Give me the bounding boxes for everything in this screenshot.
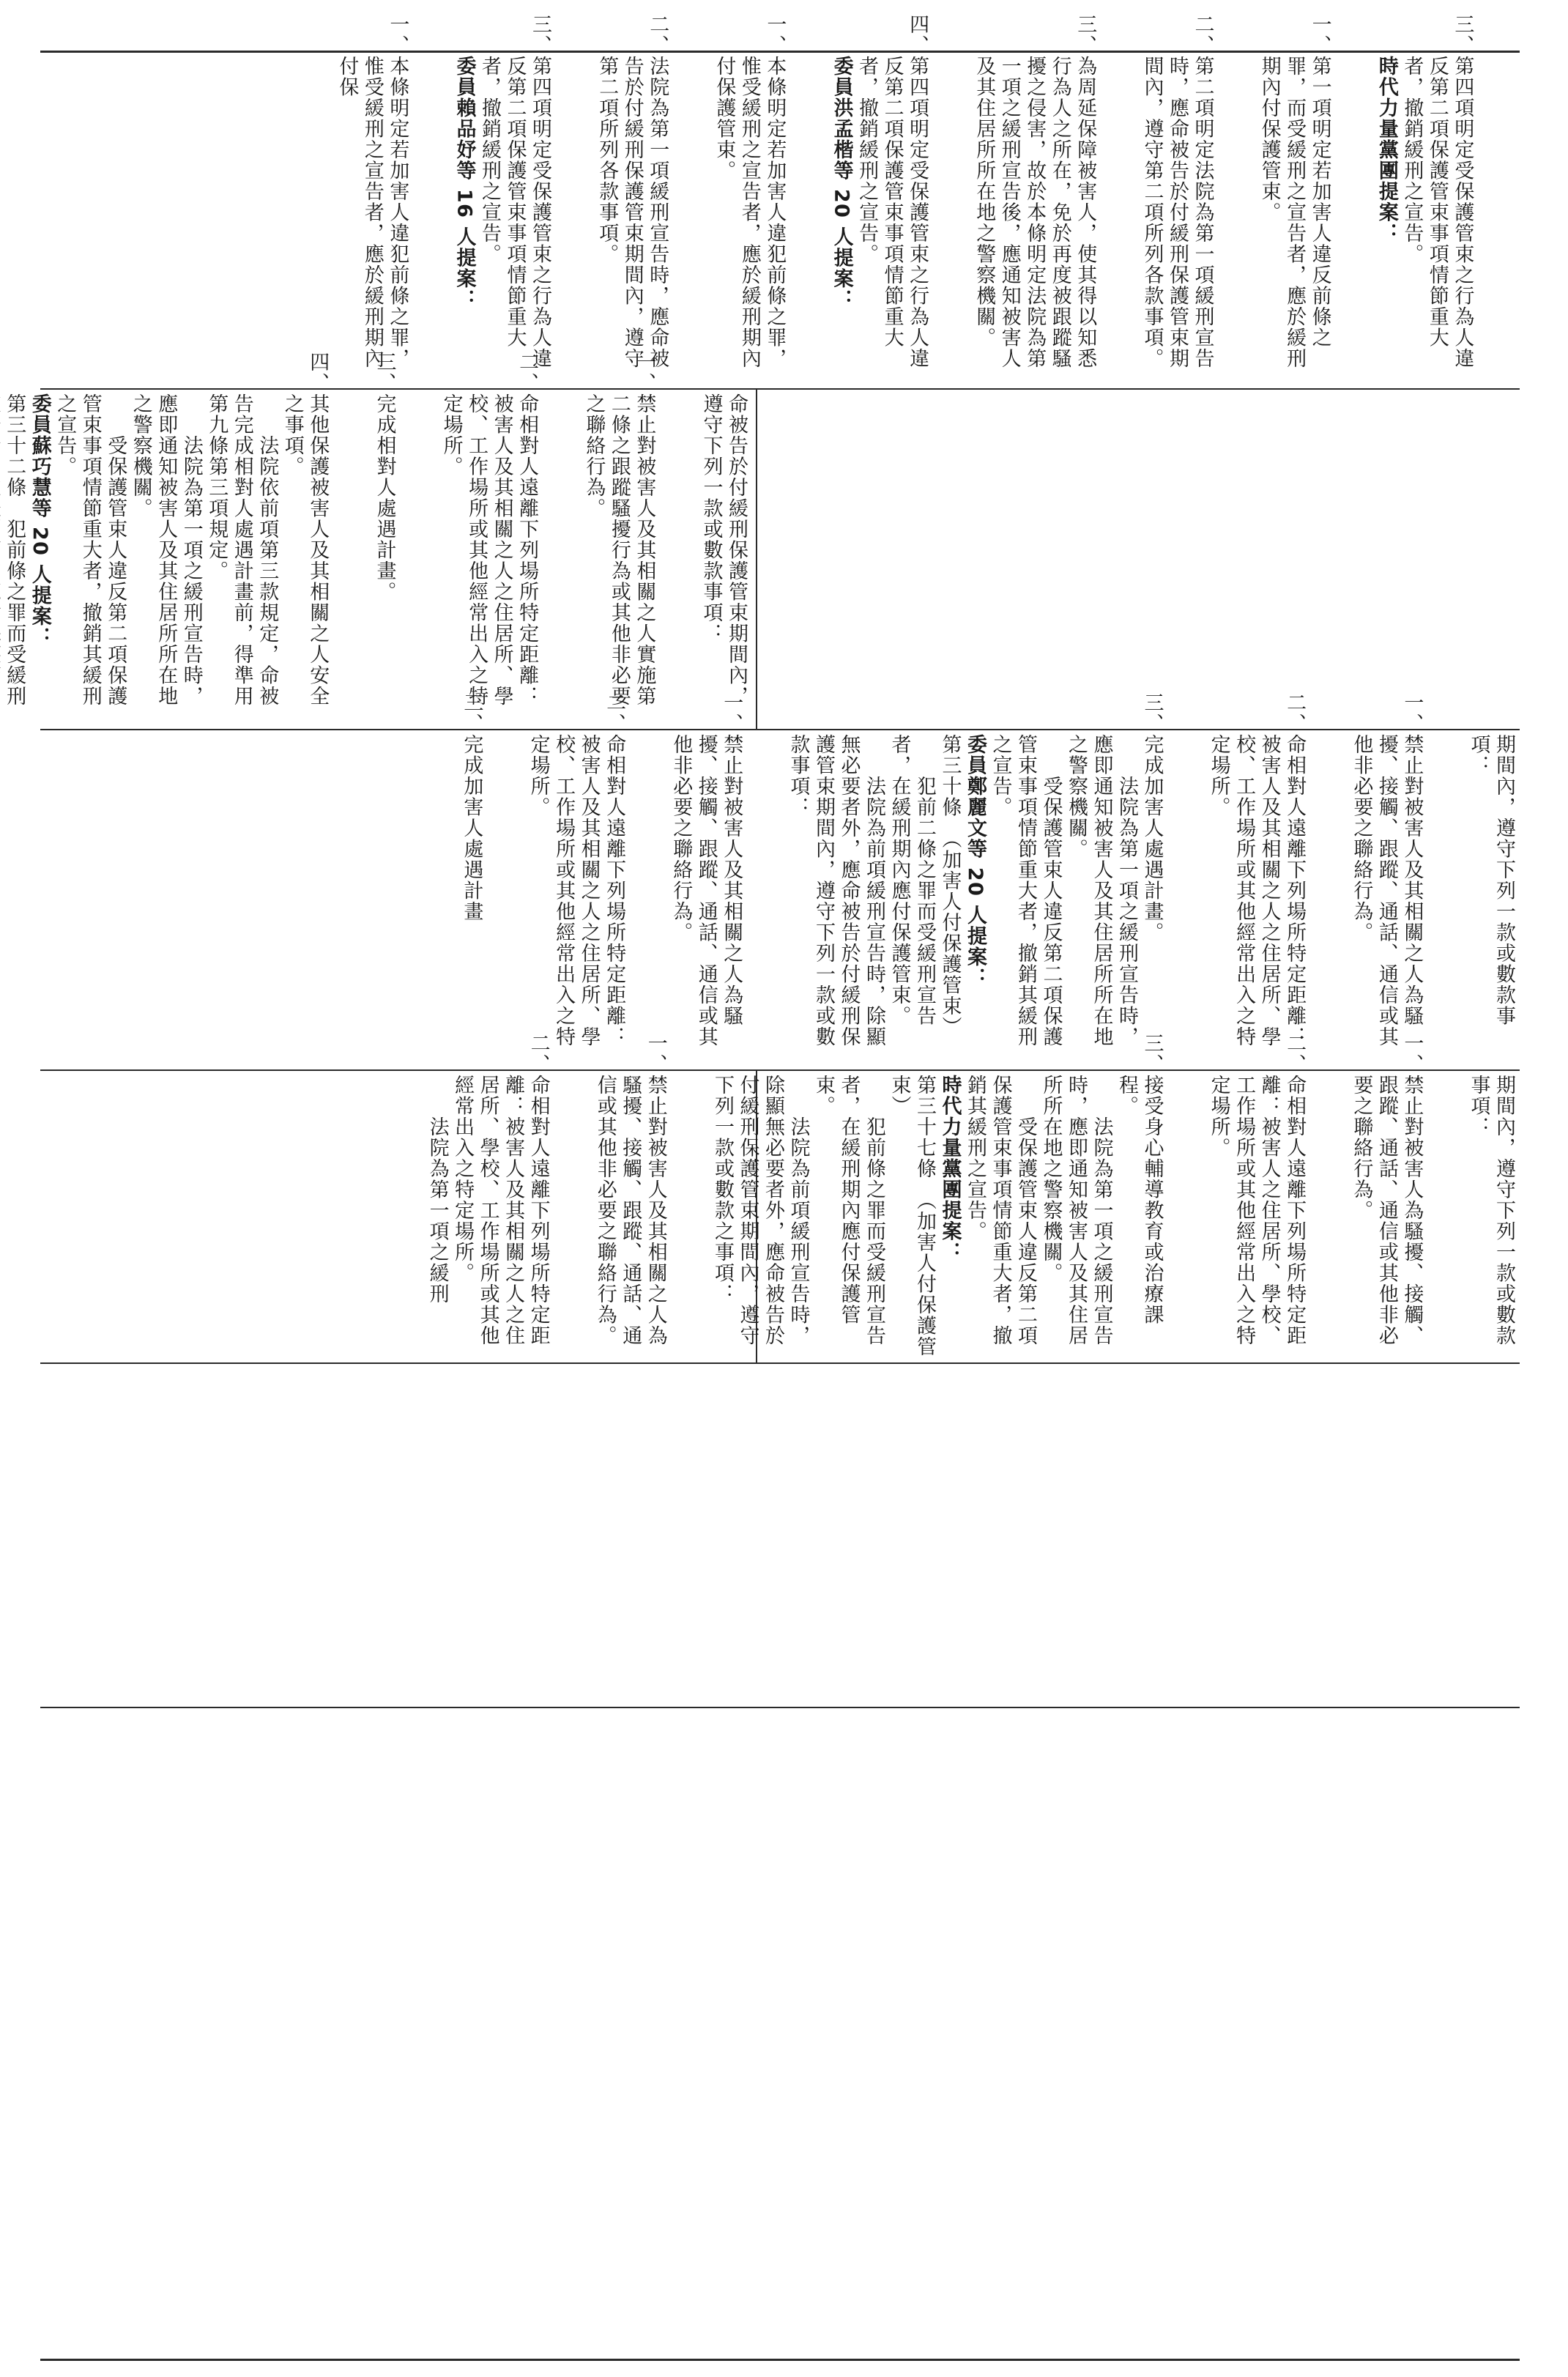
paragraph: 犯前條之罪而受緩刑宣告者，在緩刑期內應付保護管束。: [811, 1075, 885, 1346]
paragraph: 法院為第一項之緩刑: [426, 1116, 449, 1305]
paragraph: 三、接受身心輔導教育或治療課程。: [1115, 1033, 1164, 1326]
paragraph: 二、命相對人遠離下列場所特定距離：被害人及其相關之人之住居所、學校、工作場所或其他經常出入之特定場所。: [451, 1033, 550, 1346]
paragraph: 法院為第一項之緩刑宣告時，應即通知被害人及其住居所所在地之警察機關。: [1064, 734, 1138, 1047]
paragraph: 二、命相對人遠離下列場所特定距離：被害人及其相關之人之住居所、學校、工作場所或其他經常出入之特定場所。: [439, 352, 539, 707]
paragraph: 法院依前項第三款規定，命被告完成相對人處遇計畫前，得準用第九條第三項規定。: [205, 393, 279, 707]
paragraph: 期間內，遵守下列一款或數款事項：: [1467, 734, 1515, 1026]
bottom-rule: [40, 2359, 1520, 2361]
section-heading: 委員鄭麗文等 20 人提案：: [963, 734, 986, 989]
row-divider-1: [40, 388, 1520, 390]
paragraph: 一、禁止對被害人及其相關之人為騷擾、接觸、跟蹤、通話、通信或其他非必要之聯絡行為。: [669, 692, 743, 1047]
paragraph: 一、禁止對被害人及其相關之人為騷擾、接觸、跟蹤、通話、通信或其他非必要之聯絡行為。: [1350, 692, 1424, 1047]
paragraph: 受保護管束人違反第二項保護管束事項情節重大者，撤銷其緩刑之宣告。: [963, 1075, 1037, 1346]
paragraph: 一、禁止對被害人及其相關之人為騷擾、接觸、跟蹤、通話、通信或其他非必要之聯絡行為。: [593, 1033, 667, 1346]
paragraph: 二、命相對人遠離下列場所特定距離：被害人及其相關之人之住居所、學校、工作場所或其他經常出入之特定場所。: [527, 692, 626, 1047]
paragraph: 受保護管束人違反第二項保護管束事項情節重大者，撤銷其緩刑之宣告。: [989, 734, 1063, 1047]
paragraph: 一、本條明定若加害人違犯前條之罪，惟受緩刑之宣告者，應於緩刑期內付保護管束。: [713, 14, 787, 369]
text-column-2: [460, 692, 1516, 1065]
paragraph: 期間內，遵守下列一款或數款事項：: [1467, 1075, 1515, 1346]
section-heading: 時代力量黨團提案：: [1375, 56, 1398, 244]
paragraph: 受保護管束人違反第二項保護管束事項情節重大者，撤銷其緩刑之宣告。: [53, 393, 127, 707]
paragraph: 三、第四項明定受保護管束之行為人違反第二項保護管束事項情節重大者，撤銷緩刑之宣告。: [1400, 14, 1474, 369]
section-heading: 委員洪孟楷等 20 人提案：: [830, 56, 853, 311]
paragraph: 一、本條明定若加害人違犯前條之罪，惟受緩刑之宣告者，應於緩刑期內付保: [335, 14, 409, 369]
paragraph: 法院為前項緩刑宣告時，除顯無必要者外，應命被告於付緩刑保護管束期間內，遵守下列一款或數款之事項：: [710, 1075, 810, 1346]
paragraph: 一、第一項明定若加害人違反前條之罪，而受緩刑之宣告者，應於緩刑期內付保護管束。: [1257, 14, 1331, 369]
paragraph: 第三十條 （加害人付保護管束）: [938, 734, 962, 1037]
paragraph: 二、命相對人遠離下列場所特定距離：被害人之住居所、學校、工作場所或其他經常出入之特定場所。: [1207, 1033, 1307, 1346]
paragraph: 命被告於付緩刑保護管束期間內，遵守下列一款或數款事項：: [699, 393, 748, 707]
paragraph: 三、完成加害人處遇計畫: [460, 692, 483, 922]
paragraph: 法院為第一項之緩刑宣告時，應即通知被害人及其住居所所在地之警察機關。: [129, 393, 203, 707]
text-column-4: [335, 14, 1516, 384]
paragraph: 第三十二條 犯前條之罪而受緩刑: [3, 393, 26, 707]
paragraph: 三、完成加害人處遇計畫。: [1140, 692, 1164, 943]
paragraph: 二、第二項明定法院為第一項緩刑宣告時，應命被告於付緩刑保護管束期間內，遵守第二項所列各款事項。: [1140, 14, 1214, 369]
paragraph: 二、命相對人遠離下列場所特定距離：被害人及其相關之人之住居所、學校、工作場所或其他經常出入之特定場所。: [1207, 692, 1307, 1047]
column-divider: [756, 388, 757, 729]
paragraph: 三、第四項明定受保護管束之行為人違反第二項保護管束事項情節重大者，撤銷緩刑之宣告。: [478, 14, 551, 369]
section-heading: 委員賴品妤等 16 人提案：: [453, 56, 476, 311]
paragraph: 一、禁止對被害人為騷擾、接觸、跟蹤、通話、通信或其他非必要之聯絡行為。: [1350, 1033, 1424, 1346]
row-divider-5: [40, 1707, 1520, 1708]
text-column-3: [3, 352, 748, 724]
paragraph: 四、其他保護被害人及其相關之人安全之事項。: [280, 352, 330, 707]
paragraph: 法院為第一項之緩刑宣告時，應即通知被害人及其住居所所在地之警察機關。: [1039, 1075, 1113, 1346]
paragraph: 一、禁止對被害人及其相關之人實施第二條之跟蹤騷擾行為或其他非必要之聯絡行為。: [582, 352, 656, 707]
section-heading: 委員蘇巧慧等 20 人提案：: [28, 393, 51, 648]
paragraph: 第三十七條 （加害人付保護管束）: [888, 1075, 936, 1357]
paragraph: 三、為周延保障被害人，使其得以知悉行為人之所在，免於再度被跟蹤騷擾之侵害，故於本條明定法院為第一項之緩刑宣告後，應通知被害人及其住居所所在地之警察機關。: [973, 14, 1097, 369]
paragraph: 犯前二條之罪而受緩刑宣告者，在緩刑期內應付保護管束。: [888, 734, 936, 1026]
section-heading: 時代力量黨團提案：: [938, 1075, 962, 1263]
paragraph: 二、法院為第一項緩刑宣告時，應命被告於付緩刑保護管束期間內，遵守第二項所列各款事項。: [595, 14, 669, 369]
paragraph: 三、完成相對人處遇計畫。: [373, 352, 396, 603]
paragraph: 四、第四項明定受保護管束之行為人違反第二項保護管束事項情節重大者，撤銷緩刑之宣告。: [855, 14, 929, 369]
paragraph: 法院為前項緩刑宣告時，除顯無必要者外，應命被告於付緩刑保護管束期間內，遵守下列一款或數款事項：: [787, 734, 885, 1047]
text-column-1: [426, 1033, 1516, 1358]
row-divider-4: [40, 1362, 1520, 1364]
